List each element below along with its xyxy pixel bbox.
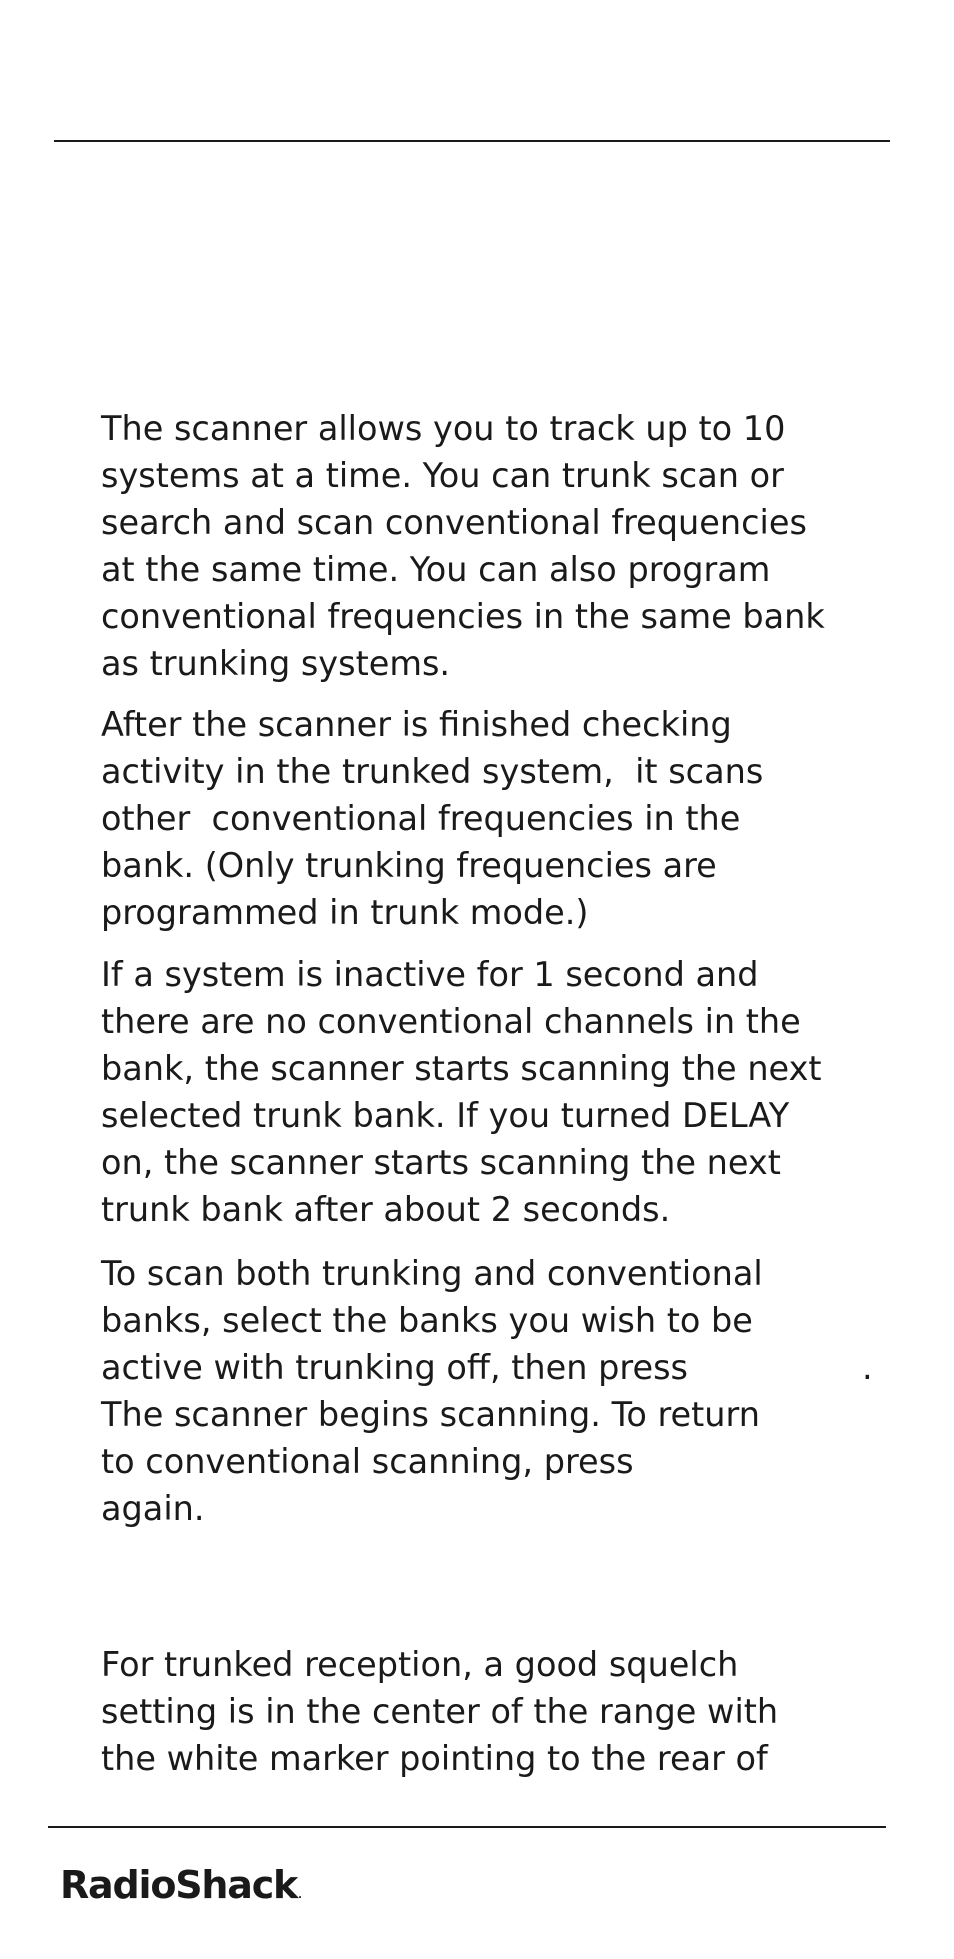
- paragraph-after-checking: After the scanner is finished checking activity in the trunked system, it scans other conventional frequencies in the bank. (Only trunking frequencies are programmed in trunk mode.): [101, 705, 764, 932]
- paragraph-squelch-setting: For trunked reception, a good squelch setting is in the center of the range with the white marker pointing to the rear of: [101, 1645, 779, 1778]
- footer-rule: [48, 1826, 886, 1828]
- brand-name: RadioShack: [60, 1863, 298, 1907]
- paragraph-track-systems: The scanner allows you to track up to 10 systems at a time. You can trunk scan or search and scan conventional frequencies at the same time. You can also program conventional frequencies in the same bank as trunking systems.: [101, 409, 825, 683]
- radioshack-logo: [60, 1861, 302, 1920]
- sentence-period: .: [862, 1348, 873, 1387]
- brand-mark: .: [298, 1890, 302, 1901]
- paragraph-scan-both: To scan both trunking and conventional banks, select the banks you wish to be active with trunking off, then press The scanner begins scanning. To return to conventional scanning, press again.: [101, 1254, 763, 1528]
- paragraph-inactive-system: If a system is inactive for 1 second and there are no conventional channels in the bank, the scanner starts scanning the next selected trunk bank. If you turned DELAY on, the scanner starts scanning the next trunk bank after about 2 seconds.: [101, 955, 822, 1229]
- header-rule: [54, 140, 890, 142]
